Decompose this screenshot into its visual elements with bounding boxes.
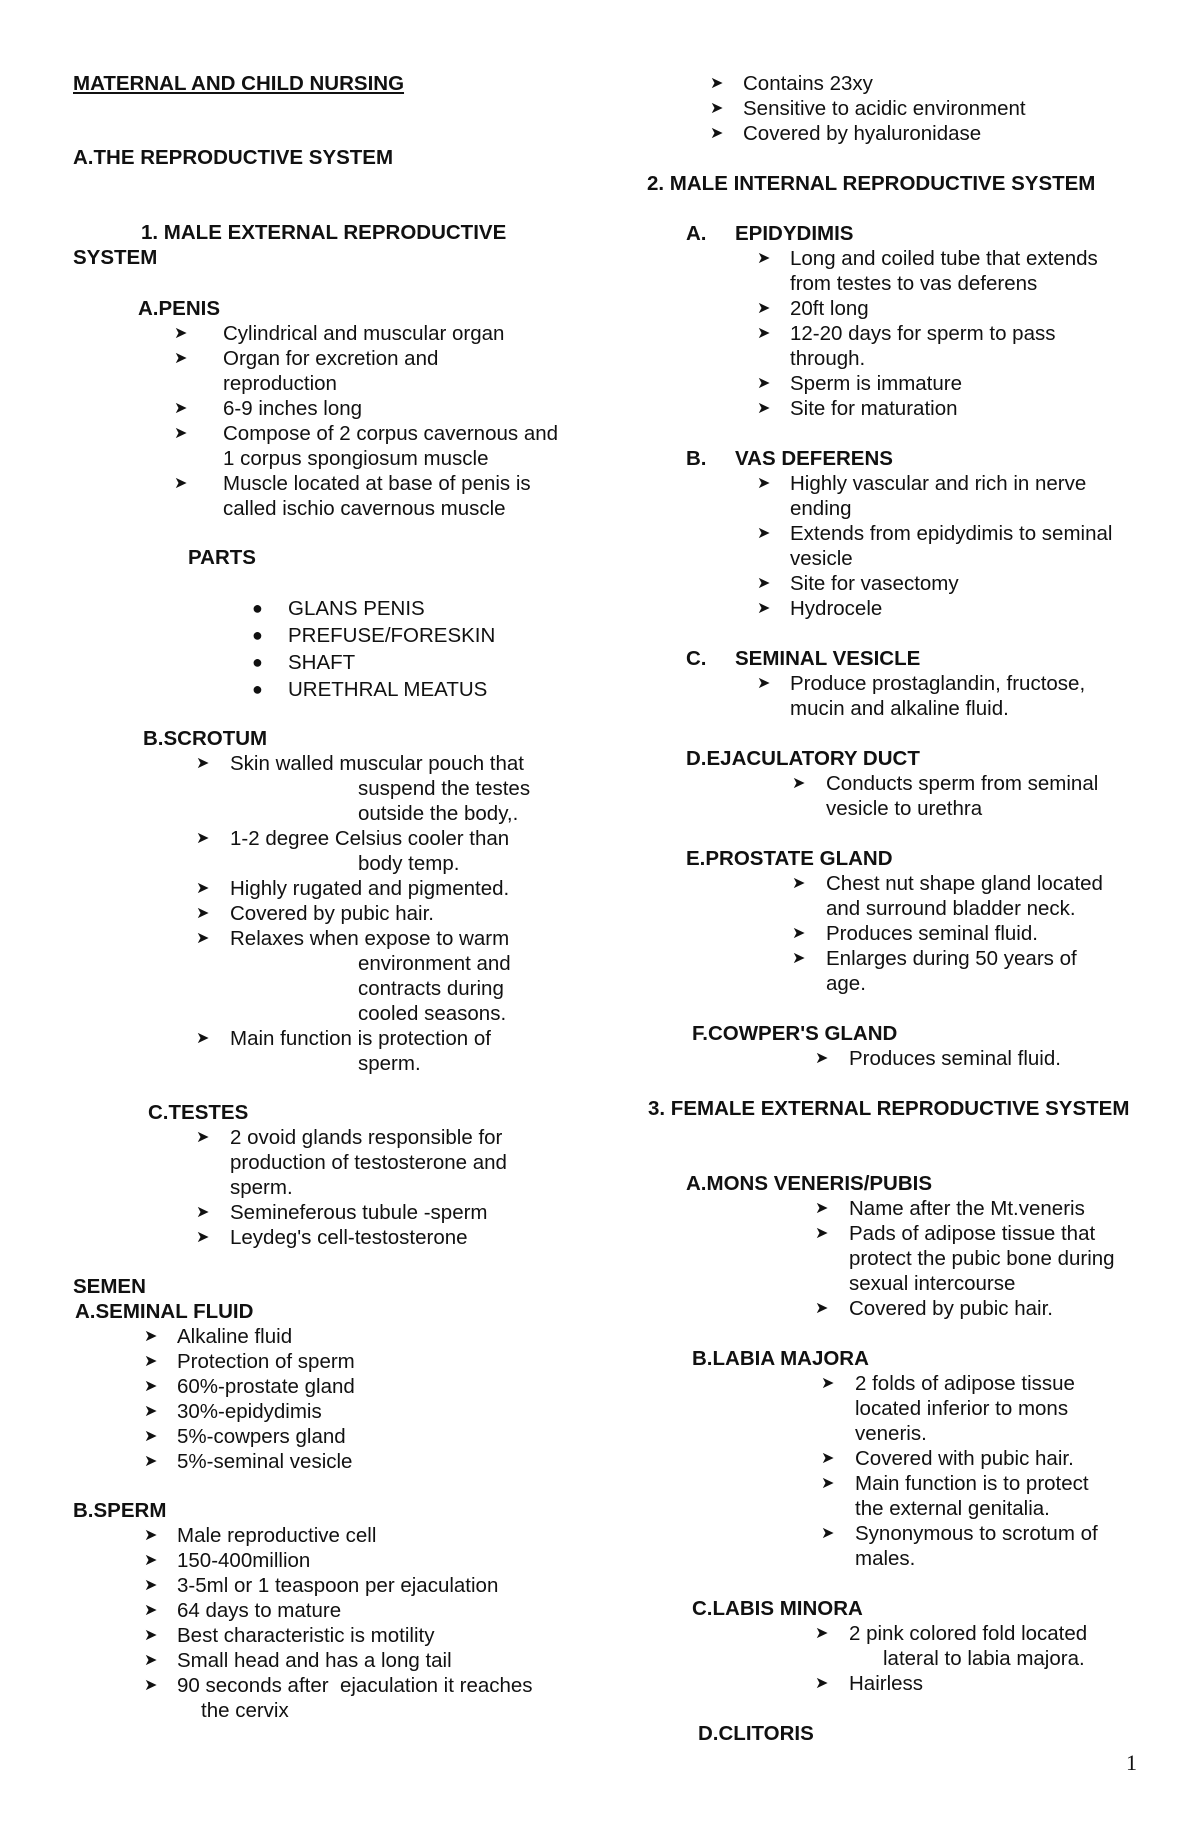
list-item: PREFUSE/FORESKIN — [288, 624, 496, 647]
list-item: 30%-epidydimis — [177, 1400, 322, 1423]
list-item: Enlarges during 50 years of age. — [826, 947, 1077, 995]
arrow-bullet-icon: ➤ — [144, 1552, 158, 1569]
arrow-bullet-icon: ➤ — [815, 1050, 829, 1067]
list-item: 6-9 inches long — [223, 397, 363, 420]
arrow-bullet-icon: ➤ — [196, 830, 210, 847]
arrow-bullet-icon: ➤ — [792, 875, 806, 892]
arrow-bullet-icon: ➤ — [144, 1652, 158, 1669]
list-item: Semineferous tubule -sperm — [230, 1201, 488, 1224]
list-item: Site for maturation — [790, 397, 958, 420]
list-item: Alkaline fluid — [177, 1325, 293, 1348]
list-item: Produces seminal fluid. — [826, 922, 1038, 945]
arrow-bullet-icon: ➤ — [821, 1450, 835, 1467]
list-item: 1-2 degree Celsius cooler than body temp. — [230, 827, 510, 875]
arrow-bullet-icon: ➤ — [196, 1129, 210, 1146]
scrotum-heading: B.SCROTUM — [143, 727, 268, 750]
page-number: 1 — [1126, 1750, 1137, 1775]
mons-veneris-heading: A.MONS VENERIS/PUBIS — [686, 1172, 933, 1195]
arrow-bullet-icon: ➤ — [174, 400, 188, 417]
arrow-bullet-icon: ➤ — [144, 1328, 158, 1345]
list-item: Muscle located at base of penis is called ischio cavernous muscle — [223, 472, 531, 520]
arrow-bullet-icon: ➤ — [757, 375, 771, 392]
arrow-bullet-icon: ➤ — [757, 300, 771, 317]
list-item: Sperm is immature — [790, 372, 963, 395]
arrow-bullet-icon: ➤ — [196, 930, 210, 947]
female-external-heading: 3. FEMALE EXTERNAL REPRODUCTIVE SYSTEM — [648, 1097, 1130, 1120]
list-item: 60%-prostate gland — [177, 1375, 355, 1398]
list-item: Produces seminal fluid. — [849, 1047, 1061, 1070]
arrow-bullet-icon: ➤ — [815, 1200, 829, 1217]
arrow-bullet-icon: ➤ — [196, 905, 210, 922]
arrow-bullet-icon: ➤ — [792, 775, 806, 792]
arrow-bullet-icon: ➤ — [815, 1300, 829, 1317]
arrow-bullet-icon: ➤ — [757, 475, 771, 492]
list-item: Main function is to protect the external genitalia. — [855, 1472, 1089, 1520]
list-item: Leydeg's cell-testosterone — [230, 1226, 468, 1249]
seminal-vesicle-heading: SEMINAL VESICLE — [735, 647, 921, 670]
list-item: Synonymous to scrotum of males. — [855, 1522, 1098, 1570]
bullet-dot-icon: ● — [252, 652, 263, 672]
ejaculatory-duct-heading: D.EJACULATORY DUCT — [686, 747, 920, 770]
arrow-bullet-icon: ➤ — [757, 325, 771, 342]
arrow-bullet-icon: ➤ — [144, 1453, 158, 1470]
arrow-bullet-icon: ➤ — [757, 675, 771, 692]
list-item: 90 seconds after ejaculation it reaches the cervix — [177, 1674, 533, 1722]
arrow-bullet-icon: ➤ — [792, 925, 806, 942]
arrow-bullet-icon: ➤ — [757, 250, 771, 267]
list-item: Hairless — [849, 1672, 924, 1695]
arrow-bullet-icon: ➤ — [174, 350, 188, 367]
list-item: 2 ovoid glands responsible for production of testosterone and sperm. — [230, 1126, 507, 1199]
list-item: 20ft long — [790, 297, 869, 320]
seminal-vesicle-letter: C. — [686, 647, 707, 670]
arrow-bullet-icon: ➤ — [174, 475, 188, 492]
arrow-bullet-icon: ➤ — [196, 1030, 210, 1047]
list-item: Organ for excretion and reproduction — [223, 347, 439, 395]
sperm-heading: B.SPERM — [73, 1499, 167, 1522]
bullet-dot-icon: ● — [252, 679, 263, 699]
list-item: 5%-seminal vesicle — [177, 1450, 353, 1473]
list-item: Skin walled muscular pouch that suspend the testes outside the body,. — [230, 752, 531, 825]
section-heading-reproductive-system: A.THE REPRODUCTIVE SYSTEM — [73, 146, 394, 169]
list-item: Best characteristic is motility — [177, 1624, 435, 1647]
list-item: Highly rugated and pigmented. — [230, 877, 510, 900]
arrow-bullet-icon: ➤ — [757, 600, 771, 617]
arrow-bullet-icon: ➤ — [144, 1403, 158, 1420]
penis-heading: A.PENIS — [138, 297, 221, 320]
list-item: 5%-cowpers gland — [177, 1425, 346, 1448]
list-item: Small head and has a long tail — [177, 1649, 452, 1672]
list-item: Highly vascular and rich in nerve ending — [790, 472, 1087, 520]
list-item: SHAFT — [288, 651, 356, 674]
arrow-bullet-icon: ➤ — [174, 325, 188, 342]
list-item: 3-5ml or 1 teaspoon per ejaculation — [177, 1574, 499, 1597]
seminal-fluid-heading: A.SEMINAL FLUID — [75, 1300, 254, 1323]
vas-deferens-letter: B. — [686, 447, 707, 470]
male-internal-heading: 2. MALE INTERNAL REPRODUCTIVE SYSTEM — [647, 172, 1096, 195]
arrow-bullet-icon: ➤ — [710, 125, 724, 142]
bullet-dot-icon: ● — [252, 598, 263, 618]
list-item: Relaxes when expose to warm environment and contracts during cooled seasons. — [230, 927, 511, 1025]
list-item: Covered by pubic hair. — [849, 1297, 1053, 1320]
list-item: 2 pink colored fold located lateral to labia majora. — [849, 1622, 1088, 1670]
arrow-bullet-icon: ➤ — [144, 1527, 158, 1544]
arrow-bullet-icon: ➤ — [144, 1428, 158, 1445]
arrow-bullet-icon: ➤ — [174, 425, 188, 442]
list-item: Site for vasectomy — [790, 572, 959, 595]
list-item: 2 folds of adipose tissue located inferior to mons veneris. — [855, 1372, 1075, 1445]
arrow-bullet-icon: ➤ — [821, 1375, 835, 1392]
cowpers-gland-heading: F.COWPER'S GLAND — [692, 1022, 898, 1045]
arrow-bullet-icon: ➤ — [821, 1525, 835, 1542]
list-item: Hydrocele — [790, 597, 883, 620]
bullet-dot-icon: ● — [252, 625, 263, 645]
list-item: 64 days to mature — [177, 1599, 342, 1622]
parts-heading: PARTS — [188, 546, 256, 569]
list-item: Long and coiled tube that extends from testes to vas deferens — [790, 247, 1098, 295]
list-item: URETHRAL MEATUS — [288, 678, 488, 701]
list-item: Main function is protection of sperm. — [230, 1027, 491, 1075]
list-item: 150-400million — [177, 1549, 311, 1572]
arrow-bullet-icon: ➤ — [196, 880, 210, 897]
prostate-gland-heading: E.PROSTATE GLAND — [686, 847, 893, 870]
arrow-bullet-icon: ➤ — [815, 1625, 829, 1642]
list-item: GLANS PENIS — [288, 597, 425, 620]
labia-minora-heading: C.LABIS MINORA — [692, 1597, 863, 1620]
list-item: Conducts sperm from seminal vesicle to urethra — [826, 772, 1099, 820]
arrow-bullet-icon: ➤ — [196, 1204, 210, 1221]
male-external-heading: 1. MALE EXTERNAL REPRODUCTIVE SYSTEM — [73, 221, 507, 269]
arrow-bullet-icon: ➤ — [196, 1229, 210, 1246]
vas-deferens-heading: VAS DEFERENS — [735, 447, 893, 470]
list-item: Protection of sperm — [177, 1350, 355, 1373]
list-item: Name after the Mt.veneris — [849, 1197, 1085, 1220]
list-item: Contains 23xy — [743, 72, 873, 95]
list-item: Pads of adipose tissue that protect the pubic bone during sexual intercourse — [849, 1222, 1115, 1295]
arrow-bullet-icon: ➤ — [757, 400, 771, 417]
list-item: 12-20 days for sperm to pass through. — [790, 322, 1056, 370]
labia-majora-heading: B.LABIA MAJORA — [692, 1347, 869, 1370]
arrow-bullet-icon: ➤ — [710, 100, 724, 117]
list-item: Cylindrical and muscular organ — [223, 322, 505, 345]
arrow-bullet-icon: ➤ — [815, 1675, 829, 1692]
arrow-bullet-icon: ➤ — [196, 755, 210, 772]
clitoris-heading: D.CLITORIS — [698, 1722, 814, 1745]
arrow-bullet-icon: ➤ — [144, 1602, 158, 1619]
arrow-bullet-icon: ➤ — [144, 1677, 158, 1694]
list-item: Compose of 2 corpus cavernous and 1 corpus spongiosum muscle — [223, 422, 559, 470]
epididymis-heading: EPIDYDIMIS — [735, 222, 854, 245]
arrow-bullet-icon: ➤ — [815, 1225, 829, 1242]
list-item: Covered by hyaluronidase — [743, 122, 982, 145]
list-item: Covered with pubic hair. — [855, 1447, 1074, 1470]
testes-heading: C.TESTES — [148, 1101, 249, 1124]
semen-heading: SEMEN — [73, 1275, 146, 1298]
arrow-bullet-icon: ➤ — [792, 950, 806, 967]
epididymis-letter: A. — [686, 222, 707, 245]
arrow-bullet-icon: ➤ — [821, 1475, 835, 1492]
arrow-bullet-icon: ➤ — [757, 575, 771, 592]
list-item: Produce prostaglandin, fructose, mucin and alkaline fluid. — [790, 672, 1086, 720]
arrow-bullet-icon: ➤ — [757, 525, 771, 542]
arrow-bullet-icon: ➤ — [144, 1353, 158, 1370]
list-item: Sensitive to acidic environment — [743, 97, 1026, 120]
list-item: Chest nut shape gland located and surround bladder neck. — [826, 872, 1103, 920]
arrow-bullet-icon: ➤ — [144, 1577, 158, 1594]
list-item: Male reproductive cell — [177, 1524, 377, 1547]
list-item: Extends from epidydimis to seminal vesicle — [790, 522, 1113, 570]
arrow-bullet-icon: ➤ — [144, 1378, 158, 1395]
list-item: Covered by pubic hair. — [230, 902, 434, 925]
page-title: MATERNAL AND CHILD NURSING — [73, 72, 405, 95]
arrow-bullet-icon: ➤ — [144, 1627, 158, 1644]
arrow-bullet-icon: ➤ — [710, 75, 724, 92]
